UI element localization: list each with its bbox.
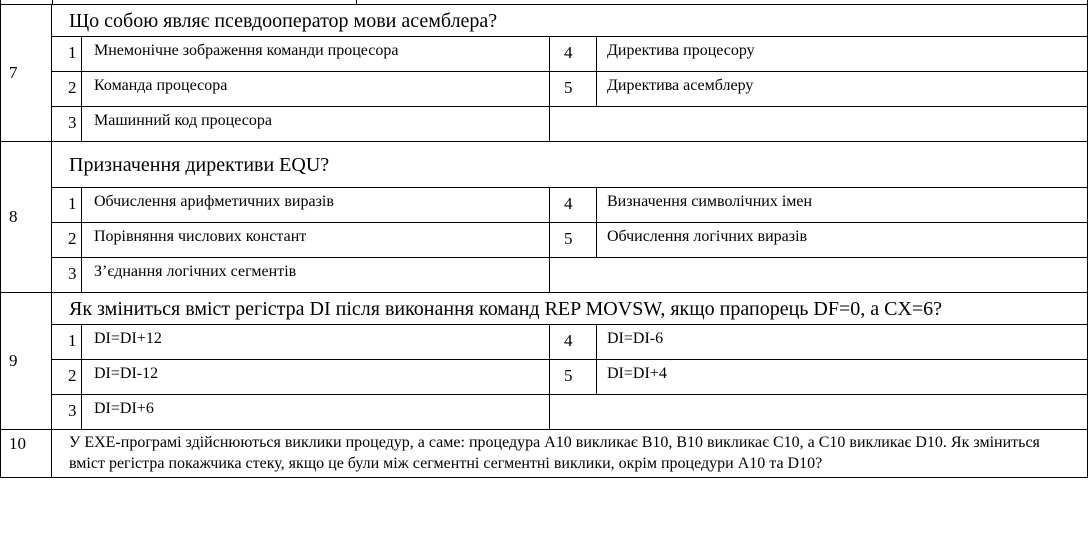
option-line [52,72,1087,107]
option-text: DI=DI-6 [607,330,664,347]
option-text: Команда процесора [82,72,550,106]
question-number: 8 [1,142,52,292]
option-line [52,360,1087,395]
option-text: З’єднання логічних сегментів [82,258,550,292]
question-row-10 [1,430,1087,478]
question-row-8 [1,142,1087,293]
option-text: Обчислення логічних виразів [607,228,808,245]
empty-cell [550,395,1087,429]
question-number: 9 [1,293,52,429]
option-number: 5 [550,223,597,257]
option-number: 4 [550,325,597,359]
option-text: DI=DI+4 [607,365,667,382]
question-number: 10 [1,430,52,477]
option-line [52,107,1087,141]
option-text: Обчислення арифметичних виразів [82,188,550,222]
option-text: Директива асемблеру [607,77,754,94]
option-number: 1 [52,325,82,359]
option-text: Порівняння числових констант [82,223,550,257]
answer-options [52,325,1087,429]
option-number: 1 [52,188,82,222]
option-text: DI=DI-12 [82,360,550,394]
question-text: Призначення директиви EQU? [52,142,1087,188]
option-line [52,395,1087,429]
option-text: DI=DI+6 [82,395,550,429]
option-number: 3 [52,395,82,429]
option-line [52,223,1087,258]
option-number: 2 [52,223,82,257]
option-line [52,37,1087,72]
option-line [52,258,1087,292]
option-number: 5 [550,360,597,394]
option-text: Мнемонічне зображення команди процесора [82,37,550,71]
question-row-9 [1,293,1087,430]
option-text: DI=DI+12 [82,325,550,359]
empty-cell [550,107,1087,141]
question-number: 7 [1,5,52,141]
option-number: 2 [52,360,82,394]
question-text: Що собою являє псевдооператор мови асемблера? [52,5,1087,37]
question-text: Як зміниться вміст регістра DI після виконання команд REP MOVSW, якщо прапорець DF=0, а CX=6? [52,293,1087,325]
option-number: 5 [550,72,597,106]
option-text: Визначення символічних імен [607,193,813,210]
option-number: 1 [52,37,82,71]
option-text: Директива процесору [607,42,755,59]
answer-options [52,188,1087,292]
option-number: 4 [550,188,597,222]
option-number: 3 [52,258,82,292]
option-line [52,325,1087,360]
option-number: 2 [52,72,82,106]
previous-row-remnant [1,0,1087,5]
empty-cell [550,258,1087,292]
answer-options [52,37,1087,141]
option-text: Машинний код процесора [82,107,550,141]
option-number: 3 [52,107,82,141]
option-number: 4 [550,37,597,71]
question-row-7 [1,5,1087,142]
question-text: У EXE-програмі здійснюються виклики процедур, а саме: процедура A10 викликає B10, B10 викликає C10, а C10 викликає D10. Як зміниться вміст регістра покажчика стеку, якщо це були між сегментні сегментні виклики, окрім процедури A10 та D10? [69,434,1040,472]
option-line [52,188,1087,223]
